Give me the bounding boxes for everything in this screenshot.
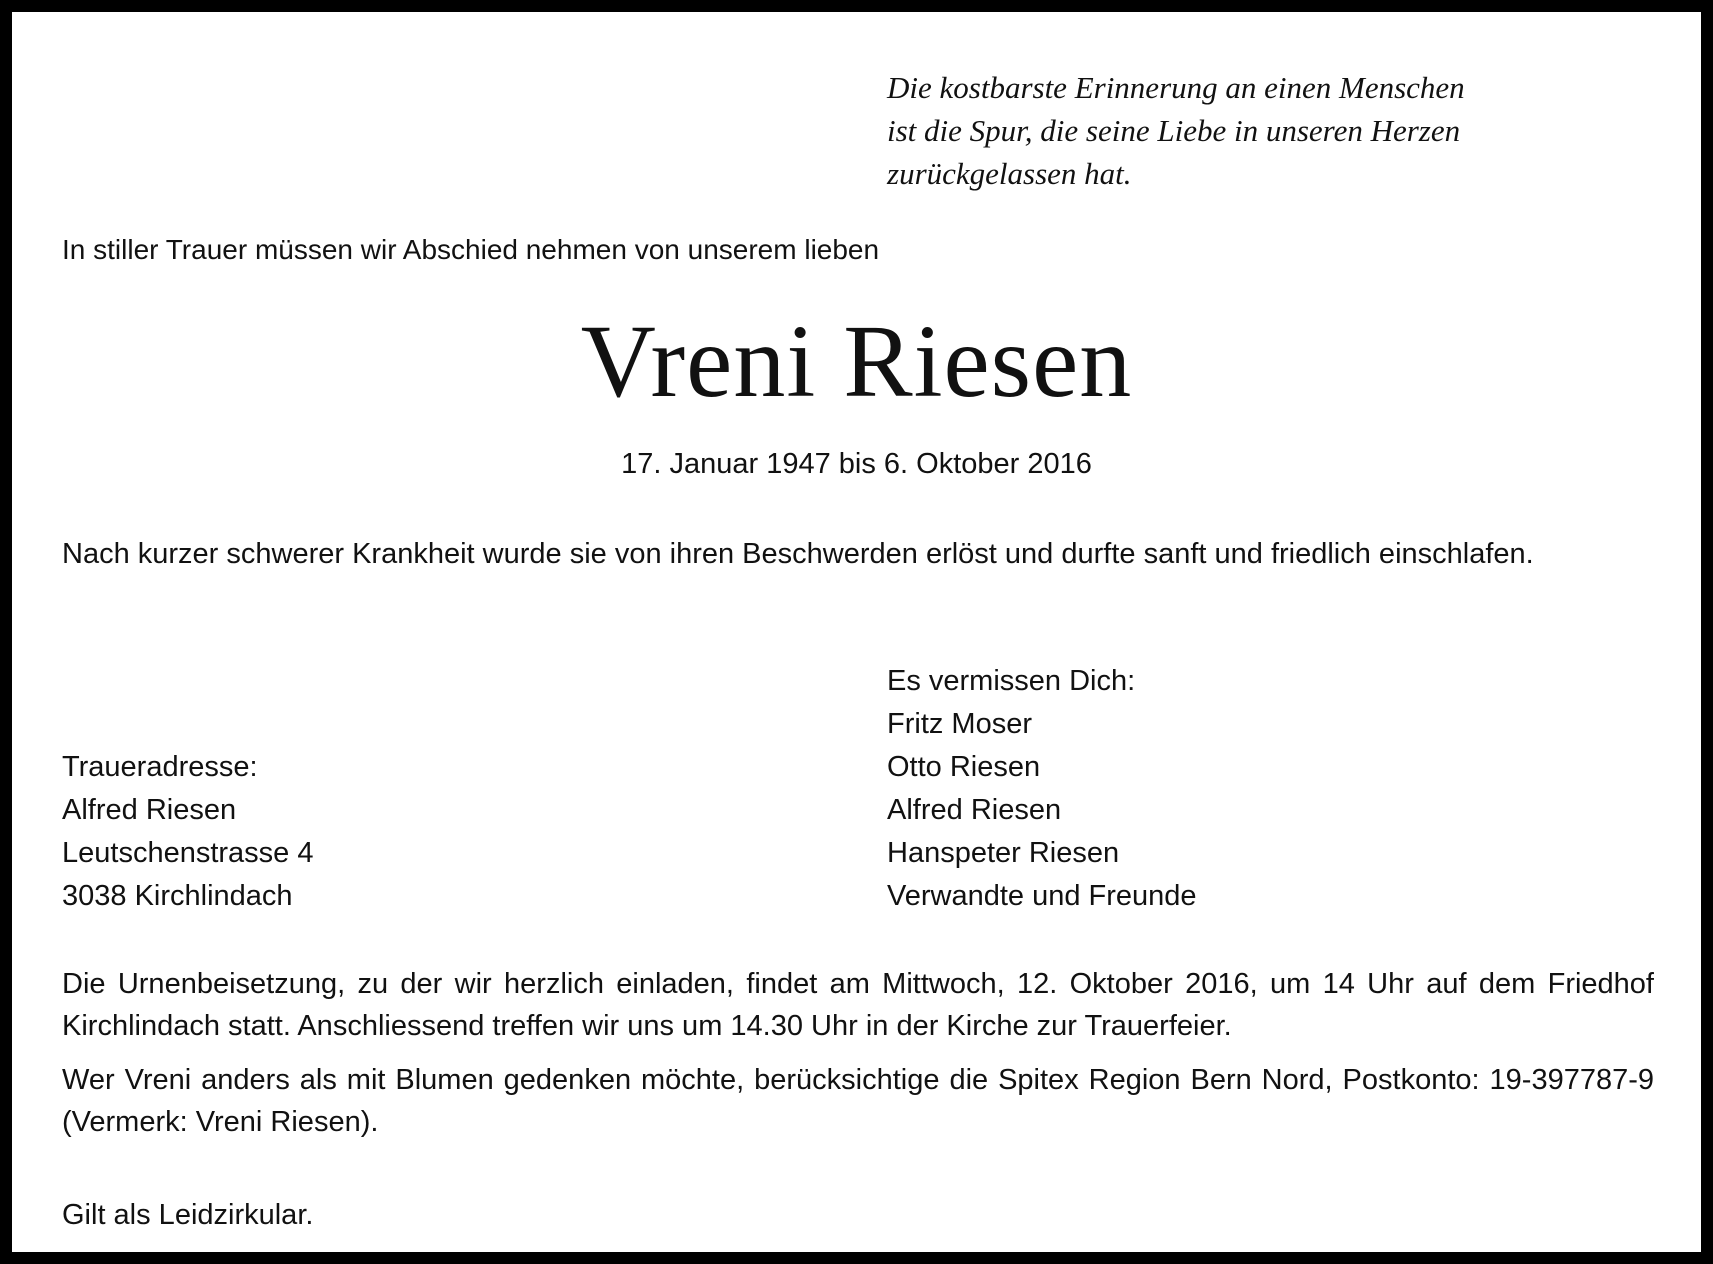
mourning-address xyxy=(62,746,313,918)
mourner-name: Alfred Riesen xyxy=(887,794,1062,826)
closing-text: Gilt als Leidzirkular. xyxy=(62,1199,314,1231)
ceremony-text: Die Urnenbeisetzung, zu der wir herzlich einladen, findet am Mittwoch, 12. Oktober 2016, um 14 Uhr auf dem Friedhof Kirchlindach statt. Anschliessend treffen wir uns um 14.30 Uhr in der Kirche zur Trauerfeier. xyxy=(62,968,1654,1042)
deceased-name: Vreni Riesen xyxy=(580,304,1133,419)
mourner-name: Fritz Moser xyxy=(887,708,1032,740)
address-city: 3038 Kirchlindach xyxy=(62,880,293,912)
address-label: Traueradresse: xyxy=(62,751,258,783)
mourners-list xyxy=(887,660,1197,918)
memorial-quote xyxy=(887,66,1647,195)
donation-text: Wer Vreni anders als mit Blumen gedenken möchte, berücksichtige die Spitex Region Bern Nord, Postkonto: 19-397787-9 (Vermerk: Vreni Riesen). xyxy=(62,1064,1654,1138)
intro-text: In stiller Trauer müssen wir Abschied nehmen von unserem lieben xyxy=(62,234,880,265)
life-dates: 17. Januar 1947 bis 6. Oktober 2016 xyxy=(621,448,1092,480)
message-text: Nach kurzer schwerer Krankheit wurde sie von ihren Beschwerden erlöst und durfte sanft und friedlich einschlafen. xyxy=(62,538,1534,570)
quote-line: zurückgelassen hat. xyxy=(887,156,1132,191)
mourner-name: Otto Riesen xyxy=(887,751,1041,783)
mourner-name: Hanspeter Riesen xyxy=(887,837,1120,869)
mourner-name: Verwandte und Freunde xyxy=(887,880,1197,912)
quote-line: ist die Spur, die seine Liebe in unseren Herzen xyxy=(887,113,1461,148)
address-name: Alfred Riesen xyxy=(62,794,237,826)
mourners-heading: Es vermissen Dich: xyxy=(887,665,1136,697)
address-street: Leutschenstrasse 4 xyxy=(62,837,314,869)
quote-line: Die kostbarste Erinnerung an einen Menschen xyxy=(887,70,1465,105)
